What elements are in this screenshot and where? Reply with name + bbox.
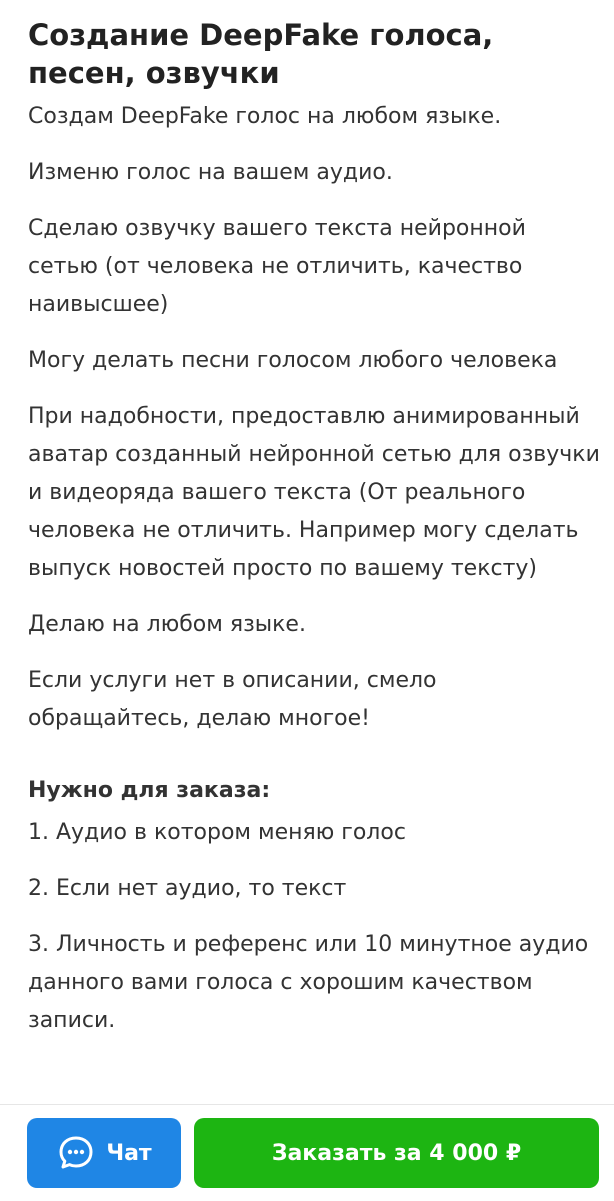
description-paragraph: Могу делать песни голосом любого человека: [28, 348, 558, 373]
chat-button[interactable]: [27, 1118, 181, 1188]
requirement-item: 1. Аудио в котором меняю голос: [28, 820, 406, 845]
description-paragraph: Создам DeepFake голос на любом языке.: [28, 104, 502, 129]
order-button-label: Заказать за 4 000 ₽: [271, 1140, 522, 1166]
description-paragraph: Изменю голос на вашем аудио.: [28, 160, 393, 185]
chat-button-label: Чат: [106, 1140, 152, 1166]
requirement-item: 2. Если нет аудио, то текст: [28, 876, 347, 901]
description-paragraph: Сделаю озвучку вашего текста нейронной сетью (от человека не отличить, качество наивысшее): [28, 216, 526, 317]
chat-bubble-icon: [56, 1133, 96, 1173]
order-requirements-heading: Нужно для заказа:: [28, 778, 271, 803]
description-paragraph: Делаю на любом языке.: [28, 612, 306, 637]
description-paragraph: При надобности, предоставлю анимированный аватар созданный нейронной сетью для озвучки и видеоряда вашего текста (От реального человека не отличить. Например могу сделать выпуск новостей просто по вашему тексту): [28, 404, 600, 581]
bottom-action-bar: [0, 1104, 614, 1201]
order-button[interactable]: [194, 1118, 599, 1188]
gig-description: [28, 16, 602, 1040]
description-paragraph: Если услуги нет в описании, смело обращайтесь, делаю многое!: [28, 668, 437, 731]
requirement-item: 3. Личность и референс или 10 минутное аудио данного вами голоса с хорошим качеством записи.: [28, 932, 589, 1033]
page-title: Создание DeepFake голоса, песен, озвучки: [28, 18, 494, 90]
